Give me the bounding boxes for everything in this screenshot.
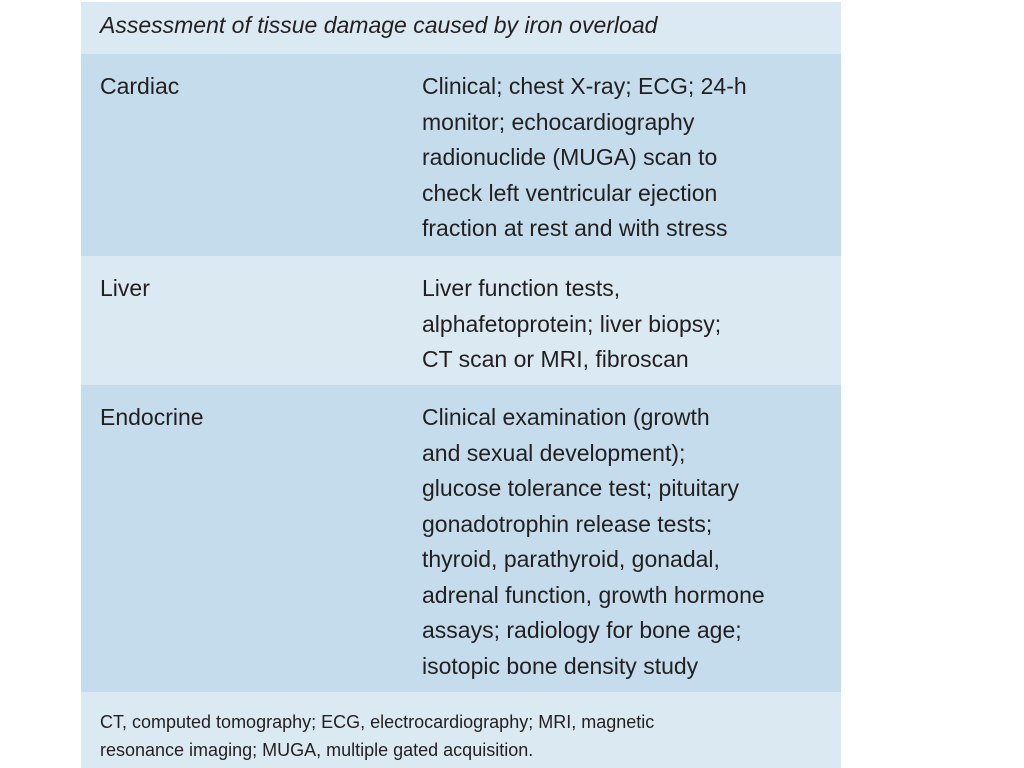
value-line: assays; radiology for bone age; <box>422 617 742 643</box>
value-line: alphafetoprotein; liver biopsy; <box>422 310 722 337</box>
value-line: fraction at rest and with stress <box>422 215 728 241</box>
value-line: Clinical examination (growth <box>422 404 710 430</box>
table-row-endocrine <box>81 385 841 692</box>
value-line: adrenal function, growth hormone <box>422 581 765 608</box>
table-title: Assessment of tissue damage caused by iron overload <box>100 12 658 38</box>
row-label-endocrine: Endocrine <box>100 404 204 430</box>
table-row-liver <box>81 256 841 385</box>
footnote-line: resonance imaging; MUGA, multiple gated acquisition. <box>100 740 534 760</box>
assessment-table <box>81 2 841 768</box>
table-title-row <box>81 2 841 54</box>
value-line: gonadotrophin release tests; <box>422 510 713 537</box>
value-line: Liver function tests, <box>422 275 621 301</box>
value-line: glucose tolerance test; pituitary <box>422 475 740 501</box>
value-line: radionuclide (MUGA) scan to <box>422 144 718 170</box>
row-label-cardiac: Cardiac <box>100 73 180 99</box>
row-value-liver <box>422 271 840 378</box>
table-footnote-row <box>81 692 841 768</box>
table-row-cardiac <box>81 54 841 256</box>
value-line: Clinical; chest X-ray; ECG; 24-h <box>422 73 747 99</box>
value-line: thyroid, parathyroid, gonadal, <box>422 546 720 572</box>
row-value-endocrine <box>422 400 840 684</box>
footnote-line: CT, computed tomography; ECG, electrocardiography; MRI, magnetic <box>100 712 655 732</box>
value-line: isotopic bone density study <box>422 652 699 679</box>
table-footnote <box>100 708 654 764</box>
value-line: CT scan or MRI, fibroscan <box>422 346 689 372</box>
row-label-liver: Liver <box>100 275 150 301</box>
value-line: and sexual development); <box>422 439 686 466</box>
value-line: monitor; echocardiography <box>422 108 695 135</box>
value-line: check left ventricular ejection <box>422 179 718 206</box>
row-value-cardiac <box>422 69 840 247</box>
